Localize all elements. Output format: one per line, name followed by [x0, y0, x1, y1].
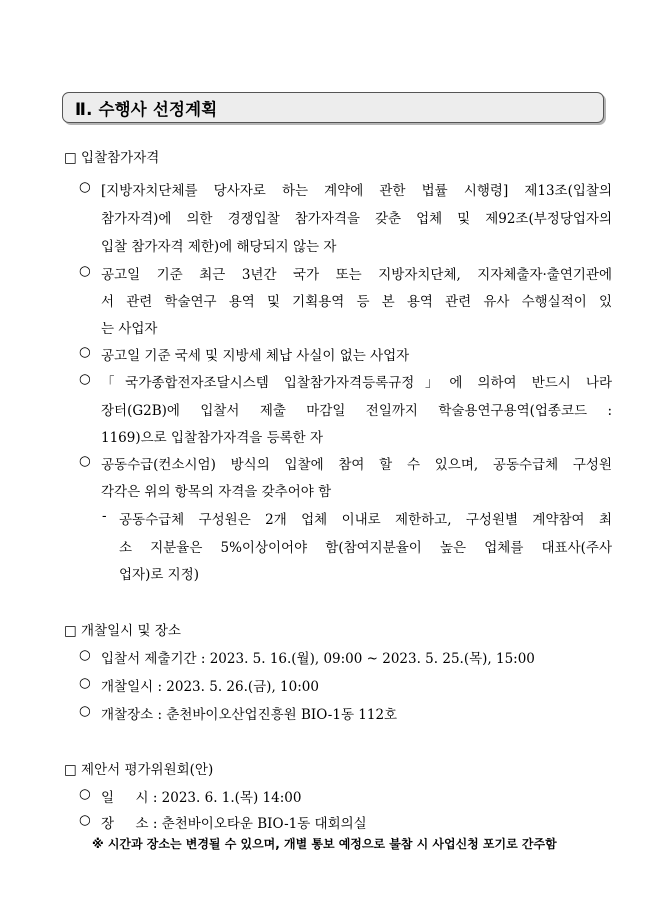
consortium-line-2: 소 지분율은 5%이상이어야 함(참여지분율이 높은 업체를 대표사(주사 [119, 540, 612, 556]
committee-datetime: 일 시 : 2023. 6. 1.(목) 14:00 [101, 790, 302, 806]
qualification-1-line-1: [지방자치단체를 당사자로 하는 계약에 관한 법률 시행령] 제13조(입찰의 [101, 183, 612, 199]
opening-location: 개찰장소 : 춘천바이오산업진흥원 BIO-1동 112호 [101, 707, 398, 723]
bullet: ○ [79, 675, 91, 691]
qualification-2-line-3: 는 사업자 [101, 321, 158, 337]
qualification-5-line-2: 각각은 위의 항목의 자격을 갖추어야 함 [101, 484, 332, 500]
qualification-3-line-1: 공고일 기준 국세 및 지방세 체납 사실이 없는 사업자 [101, 348, 410, 364]
bullet: ○ [79, 647, 91, 663]
submission-period: 입찰서 제출기간 : 2023. 5. 16.(월), 09:00 ~ 2023. 5. 25.(목), 15:00 [101, 651, 535, 667]
bullet: ○ [79, 453, 91, 469]
bullet: ○ [79, 703, 91, 719]
qualification-2-line-2: 서 관련 학술연구 용역 및 기획용역 등 본 용역 관련 유사 수행실적이 있 [101, 294, 612, 310]
sub-dash: - [102, 508, 107, 524]
bullet: ○ [79, 812, 91, 828]
qualification-4-line-1: 「국가종합전자조달시스템 입찰참가자격등록규정」에 의하여 반드시 나라 [101, 375, 612, 391]
bullet: ○ [79, 179, 91, 195]
qualification-1-line-2: 참가자격)에 의한 경쟁입찰 참가자격을 갖춘 업체 및 제92조(부정당업자의 [101, 211, 612, 227]
bullet: ○ [79, 344, 91, 360]
heading-opening-schedule: □ 개찰일시 및 장소 [64, 623, 181, 639]
notice-text: ※ 시간과 장소는 변경될 수 있으며, 개별 통보 예정으로 불참 시 사업신청 포기로 간주함 [92, 837, 557, 851]
bullet: ○ [79, 263, 91, 279]
committee-location: 장 소 : 춘천바이오타운 BIO-1동 대회의실 [101, 816, 367, 832]
qualification-2-line-1: 공고일 기준 최근 3년간 국가 또는 지방자치단체, 지자체출자·출연기관에 [101, 267, 612, 283]
bullet: ○ [79, 786, 91, 802]
heading-evaluation-committee: □ 제안서 평가위원회(안) [64, 762, 214, 778]
consortium-line-1: 공동수급체 구성원은 2개 업체 이내로 제한하고, 구성원별 계약참여 최 [119, 512, 612, 528]
consortium-line-3: 업자)로 지정) [119, 567, 200, 583]
section-title-box [62, 92, 604, 123]
qualification-5-line-1: 공동수급(컨소시엄) 방식의 입찰에 참여 할 수 있으며, 공동수급체 구성원 [101, 457, 612, 473]
qualification-1-line-3: 입찰 참가자격 제한)에 해당되지 않는 자 [101, 239, 337, 255]
opening-datetime: 개찰일시 : 2023. 5. 26.(금), 10:00 [101, 679, 319, 695]
section-title: Ⅱ. 수행사 선정계획 [75, 100, 218, 119]
bullet: ○ [79, 371, 91, 387]
heading-bid-qualification: □ 입찰참가자격 [64, 150, 160, 166]
qualification-4-line-3: 1169)으로 입찰참가자격을 등록한 자 [101, 430, 324, 446]
qualification-4-line-2: 장터(G2B)에 입찰서 제출 마감일 전일까지 학술용연구용역(업종코드 : [101, 403, 612, 419]
